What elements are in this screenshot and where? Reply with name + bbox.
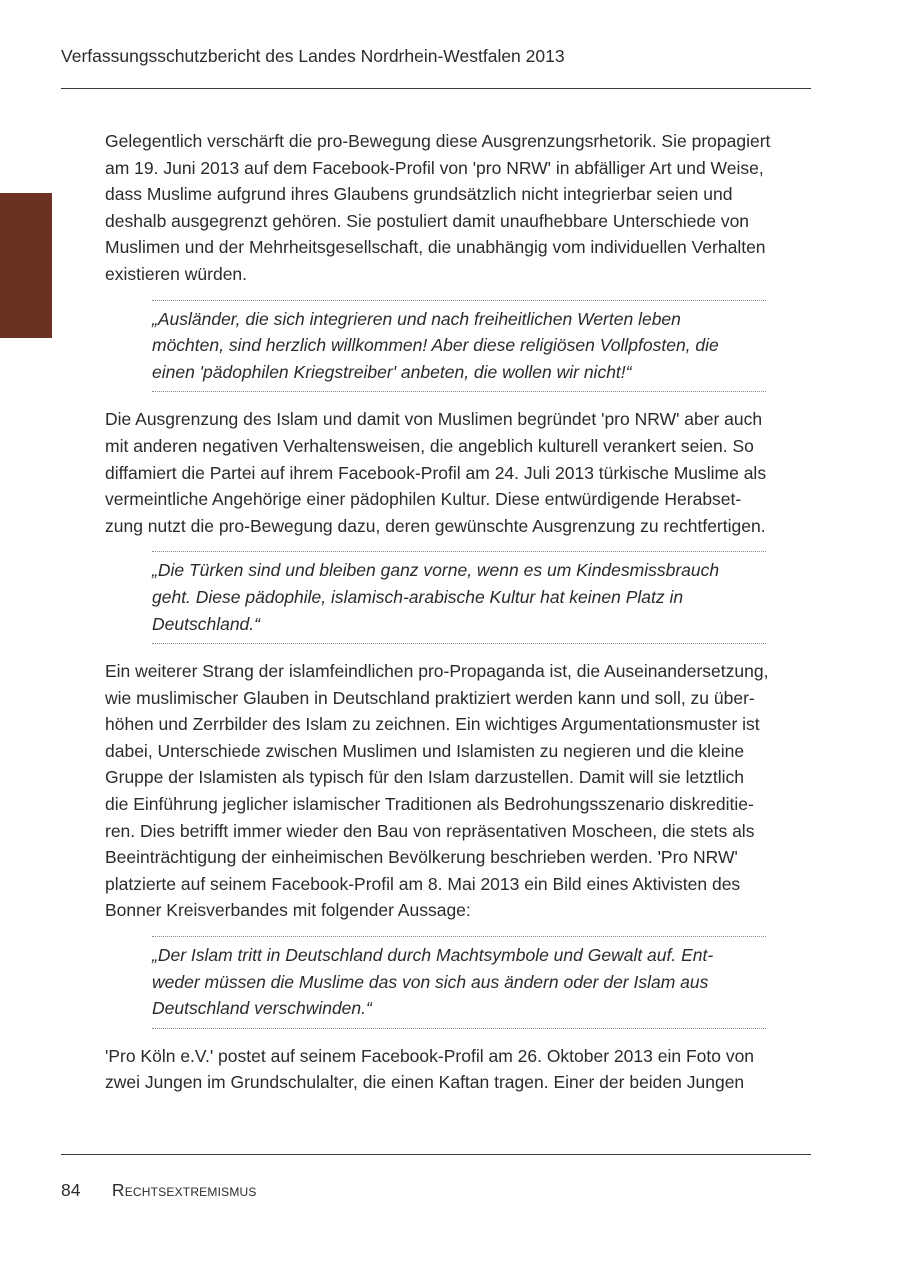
text-line: zwei Jungen im Grundschulalter, die einen Kaftan tragen. Einer der beiden Jungen [105, 1072, 745, 1093]
block-quote-1 [152, 300, 766, 393]
page-body [105, 128, 815, 1096]
header-divider [61, 88, 811, 89]
block-quote-3 [152, 936, 766, 1029]
text-line: Beeinträchtigung der einheimischen Bevölkerung beschrieben werden. 'Pro NRW' [105, 847, 738, 868]
quote-line: möchten, sind herzlich willkommen! Aber diese religiösen Vollpfosten, die [152, 335, 719, 356]
text-line: wie muslimischer Glauben in Deutschland praktiziert werden kann und soll, zu über- [105, 687, 755, 708]
text-line: 'Pro Köln e.V.' postet auf seinem Facebook-Profil am 26. Oktober 2013 ein Foto von [105, 1045, 755, 1066]
quote-line: weder müssen die Muslime das von sich aus ändern oder der Islam aus [152, 971, 709, 992]
page-header-title: Verfassungsschutzbericht des Landes Nordrhein-Westfalen 2013 [61, 46, 565, 66]
text-line: Ein weiterer Strang der islamfeindlichen pro-Propaganda ist, die Auseinandersetzung, [105, 661, 769, 682]
block-quote-2 [152, 551, 766, 644]
section-name: Rechtsextremismus [111, 1180, 257, 1200]
text-line: deshalb ausgegrenzt gehören. Sie postuliert damit unaufhebbare Unterschiede von [105, 210, 750, 231]
page-number: 84 [61, 1180, 81, 1200]
text-line: mit anderen negativen Verhaltensweisen, die angeblich kulturell verankert seien. So [105, 435, 754, 456]
text-line: existieren würden. [105, 263, 248, 284]
body-paragraph-4 [105, 1043, 815, 1096]
quote-line: „Die Türken sind und bleiben ganz vorne, wenn es um Kindesmissbrauch [152, 560, 720, 581]
body-paragraph-3 [105, 658, 815, 924]
text-line: Bonner Kreisverbandes mit folgender Aussage: [105, 900, 471, 921]
body-paragraph-1 [105, 128, 815, 288]
text-line: vermeintliche Angehörige einer pädophilen Kultur. Diese entwürdigende Herabset- [105, 489, 742, 510]
quote-line: „Der Islam tritt in Deutschland durch Machtsymbole und Gewalt auf. Ent- [152, 945, 714, 966]
text-line: Gruppe der Islamisten als typisch für den Islam darzustellen. Damit will sie letztlich [105, 767, 744, 788]
text-line: zung nutzt die pro-Bewegung dazu, deren gewünschte Ausgrenzung zu rechtfertigen. [105, 515, 766, 536]
footer-divider [61, 1154, 811, 1155]
quote-line: Deutschland verschwinden.“ [152, 998, 372, 1019]
text-line: platzierte auf seinem Facebook-Profil am 8. Mai 2013 ein Bild eines Aktivisten des [105, 873, 741, 894]
text-line: am 19. Juni 2013 auf dem Facebook-Profil von 'pro NRW' in abfälliger Art und Weise, [105, 157, 764, 178]
text-line: Muslimen und der Mehrheitsgesellschaft, die unabhängig vom individuellen Verhalten [105, 237, 766, 258]
text-line: die Einführung jeglicher islamischer Traditionen als Bedrohungsszenario diskreditie- [105, 794, 754, 815]
text-line: diffamiert die Partei auf ihrem Facebook-Profil am 24. Juli 2013 türkische Muslime als [105, 462, 767, 483]
text-line: höhen und Zerrbilder des Islam zu zeichnen. Ein wichtiges Argumentationsmuster ist [105, 714, 760, 735]
text-line: Gelegentlich verschärft die pro-Bewegung diese Ausgrenzungsrhetorik. Sie propagiert [105, 131, 771, 151]
page-footer [61, 1180, 257, 1201]
body-paragraph-2 [105, 406, 815, 539]
quote-line: „Ausländer, die sich integrieren und nach freiheitlichen Werten leben [152, 308, 681, 329]
text-line: ren. Dies betrifft immer wieder den Bau von repräsentativen Moscheen, die stets als [105, 820, 755, 841]
quote-line: Deutschland.“ [152, 613, 260, 634]
text-line: Die Ausgrenzung des Islam und damit von Muslimen begründet 'pro NRW' aber auch [105, 409, 763, 430]
quote-line: geht. Diese pädophile, islamisch-arabische Kultur hat keinen Platz in [152, 586, 684, 607]
chapter-color-tab [0, 193, 52, 338]
text-line: dabei, Unterschiede zwischen Muslimen und Islamisten zu negieren und die kleine [105, 740, 745, 761]
text-line: dass Muslime aufgrund ihres Glaubens grundsätzlich nicht integrierbar seien und [105, 184, 733, 205]
quote-line: einen 'pädophilen Kriegstreiber' anbeten, die wollen wir nicht!“ [152, 361, 632, 382]
